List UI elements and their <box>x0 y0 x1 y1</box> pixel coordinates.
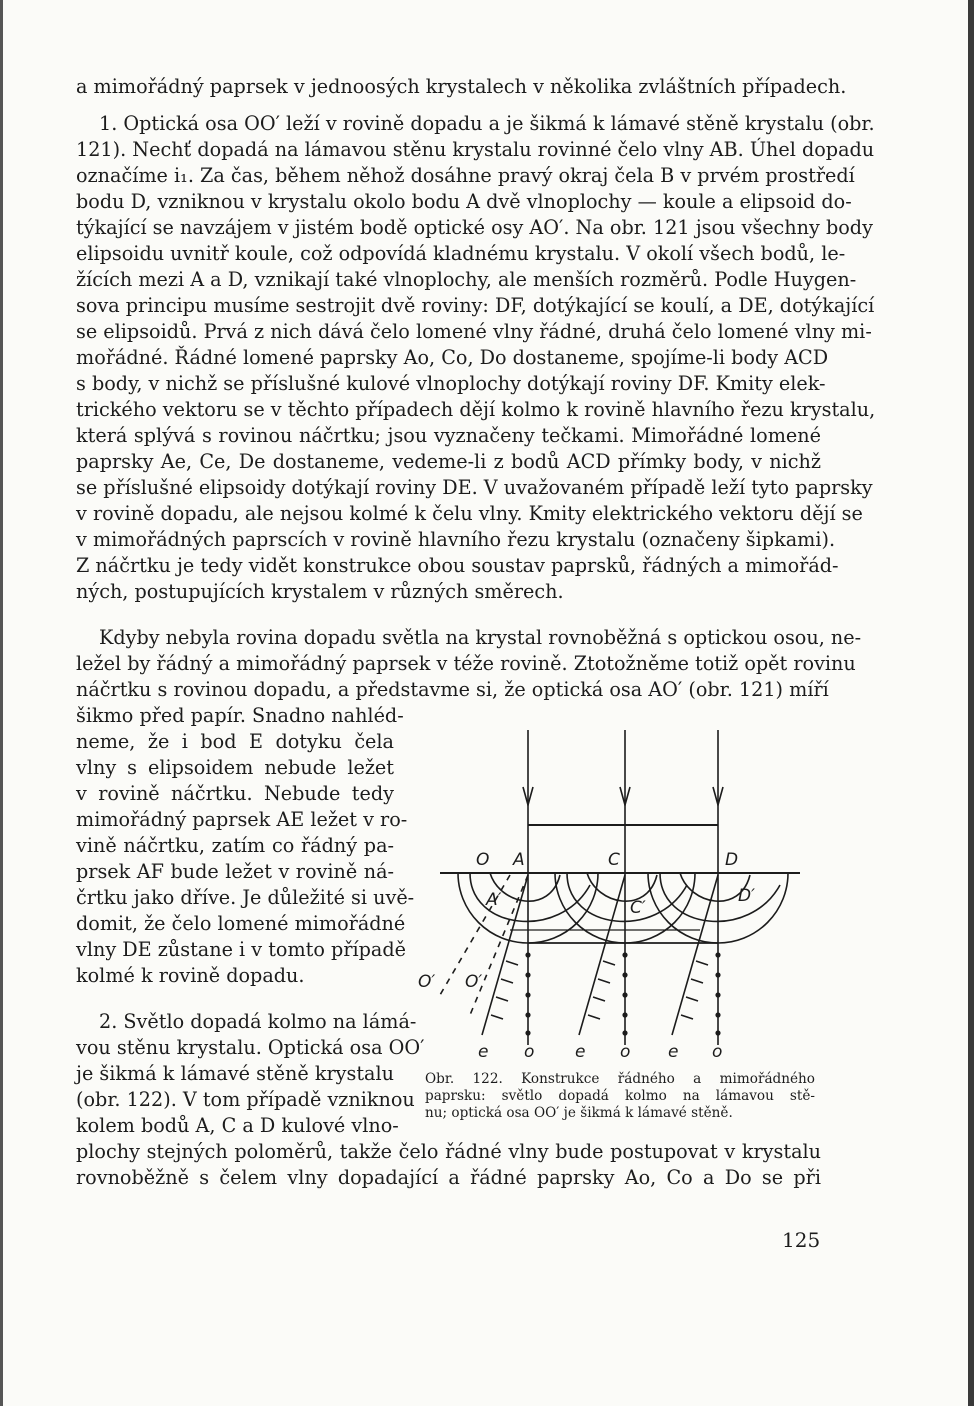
figure-caption-line: Obr. 122. Konstrukce řádného a mimořádného <box>425 1071 815 1087</box>
text-line: Kdyby nebyla rovina dopadu světla na krystal rovnoběžná s optickou osou, ne- <box>99 626 862 649</box>
text-line: trického vektoru se v těchto případech dějí kolmo k rovině hlavního řezu krystalu, <box>76 398 876 421</box>
text-line: žících mezi A a D, vznikají také vlnoplochy, ale menších rozměrů. Podle Huygen- <box>76 268 857 291</box>
scan-edge-right <box>968 0 974 1406</box>
label-D: D <box>725 850 739 870</box>
text-line: 1. Optická osa OO′ leží v rovině dopadu a je šikmá k lámavé stěně krystalu (obr. <box>99 112 875 135</box>
text-line: rovnoběžně s čelem vlny dopadající a řádné paprsky Ao, Co a Do se při <box>76 1166 821 1189</box>
text-line: plochy stejných poloměrů, takže čelo řádné vlny bude postupovat v krystalu <box>76 1140 821 1163</box>
figure-caption-line: nu; optická osa OO′ je šikmá k lámavé stěně. <box>425 1105 733 1121</box>
label-C: C <box>608 850 620 870</box>
text-line: sova principu musíme sestrojit dvě roviny: DF, dotýkající se koulí, a DE, dotýkající <box>76 294 875 317</box>
text-line: náčrtku s rovinou dopadu, a představme si, že optická osa AO′ (obr. 121) míří <box>76 678 829 701</box>
label-o: o <box>712 1042 723 1062</box>
text-line: prsek AF bude ležet v rovině ná- <box>76 860 394 883</box>
page-number: 125 <box>782 1228 821 1252</box>
text-line: ných, postupujících krystalem v různých směrech. <box>76 580 564 603</box>
text-line: šikmo před papír. Snadno nahléd- <box>76 704 404 727</box>
label-O: O <box>476 850 490 870</box>
label-O-prime: O′ <box>418 972 436 992</box>
text-line: a mimořádný paprsek v jednoosých krystalech v několika zvláštních případech. <box>76 75 847 98</box>
text-line: ležel by řádný a mimořádný paprsek v téže rovině. Ztotožněme totiž opět rovinu <box>76 652 856 675</box>
text-line: vou stěnu krystalu. Optická osa OO′ <box>76 1036 425 1059</box>
label-C-prime: C′ <box>630 898 646 918</box>
label-O-prime-2: O′ <box>465 972 483 992</box>
label-e: e <box>575 1042 586 1062</box>
text-line: elipsoidu uvnitř koule, což odpovídá kladnému krystalu. V okolí všech bodů, le- <box>76 242 846 265</box>
text-line: s body, v nichž se příslušné kulové vlnoplochy dotýkají roviny DF. Kmity elek- <box>76 372 826 395</box>
text-line: mimořádný paprsek AE ležet v ro- <box>76 808 408 831</box>
label-o: o <box>620 1042 631 1062</box>
text-line: Z náčrtku je tedy vidět konstrukce obou soustav paprsků, řádných a mimořád- <box>76 554 839 577</box>
text-line: neme, že i bod E dotyku čela <box>76 730 394 753</box>
text-line: se elipsoidů. Prvá z nich dává čelo lomené vlny řádné, druhá čelo lomené vlny mi- <box>76 320 872 343</box>
scan-edge-left <box>0 0 3 1406</box>
text-line: (obr. 122). V tom případě vzniknou <box>76 1088 415 1111</box>
text-line: 121). Nechť dopadá na lámavou stěnu krystalu rovinné čelo vlny AB. Úhel dopadu <box>76 138 875 161</box>
figure-caption-line: paprsku: světlo dopadá kolmo na lámavou stě- <box>425 1088 815 1104</box>
text-line: je šikmá k lámavé stěně krystalu <box>76 1062 394 1085</box>
extraordinary-ray-D <box>672 875 718 1035</box>
label-e: e <box>668 1042 679 1062</box>
extraordinary-ray-C <box>579 875 625 1035</box>
text-line: vlny s elipsoidem nebude ležet <box>76 756 394 779</box>
figure-122 <box>410 725 815 1065</box>
text-line: domit, že čelo lomené mimořádné <box>76 912 406 935</box>
text-line: vlny DE zůstane i v tomto případě <box>76 938 406 961</box>
label-A-prime: A′ <box>486 890 502 910</box>
text-line: bodu D, vzniknou v krystalu okolo bodu A dvě vlnoplochy — koule a elipsoid do- <box>76 190 852 213</box>
text-line: kolem bodů A, C a D kulové vlno- <box>76 1114 399 1137</box>
label-o: o <box>524 1042 535 1062</box>
text-line: v rovině dopadu, ale nejsou kolmé k čelu vlny. Kmity elektrického vektoru dějí se <box>76 502 863 525</box>
text-line: která splývá s rovinou náčrtku; jsou vyznačeny tečkami. Mimořádné lomené <box>76 424 821 447</box>
text-line: vině náčrtku, zatím co řádný pa- <box>76 834 394 857</box>
label-A: A <box>513 850 525 870</box>
text-line: 2. Světlo dopadá kolmo na lámá- <box>99 1010 417 1033</box>
text-line: mořádné. Řádné lomené paprsky Ao, Co, Do dostaneme, spojíme-li body ACD <box>76 346 829 369</box>
text-line: v mimořádných paprscích v rovině hlavního řezu krystalu (označeny šipkami). <box>76 528 836 551</box>
text-line: črtku jako dříve. Je důležité si uvě- <box>76 886 415 909</box>
text-line: paprsky Ae, Ce, De dostaneme, vedeme-li z bodů ACD přímky body, v nichž <box>76 450 821 473</box>
label-e: e <box>478 1042 489 1062</box>
label-D-prime: D′ <box>738 886 755 906</box>
text-line: se příslušné elipsoidy dotýkají roviny DE. V uvažovaném případě leží tyto paprsky <box>76 476 873 499</box>
text-line: týkající se navzájem v jistém bodě optické osy AO′. Na obr. 121 jsou všechny body <box>76 216 873 239</box>
text-line: v rovině náčrtku. Nebude tedy <box>76 782 394 805</box>
text-line: označíme i₁. Za čas, během něhož dosáhne pravý okraj čela B v prvém prostředí <box>76 164 855 187</box>
text-line: kolmé k rovině dopadu. <box>76 964 305 987</box>
